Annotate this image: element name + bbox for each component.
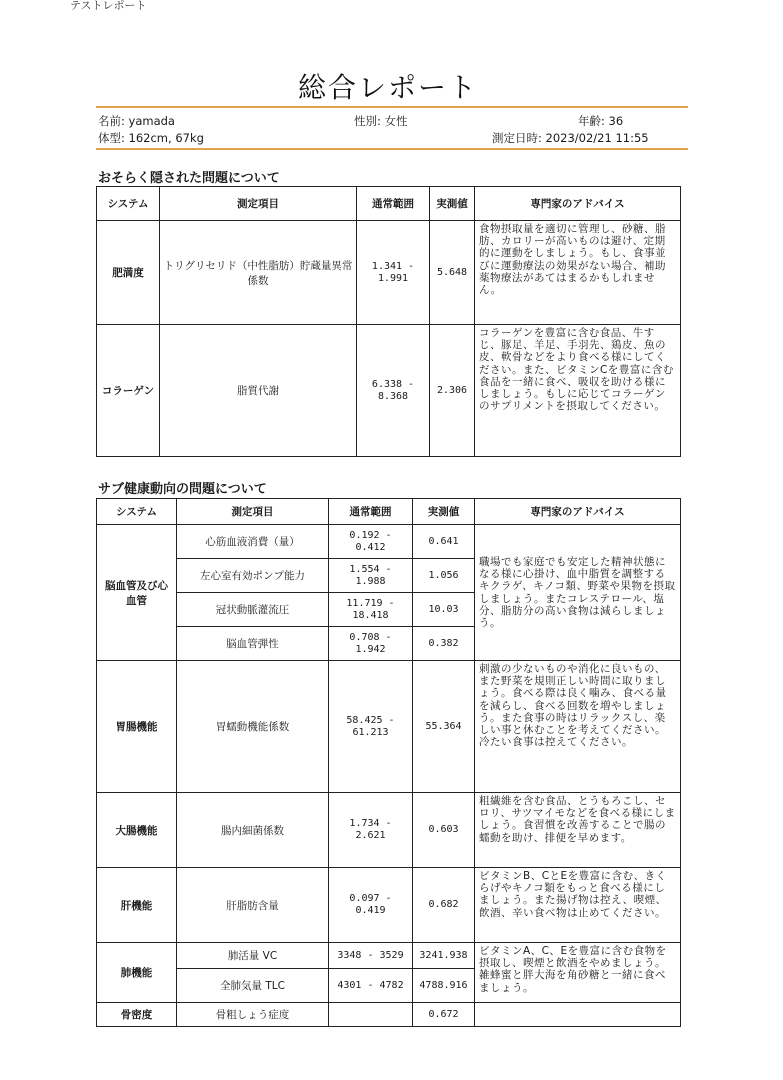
system-cell: 肥満度 [97,221,160,325]
item-cell: 左心室有効ポンプ能力 [177,559,329,593]
advice-cell: コラーゲンを豊富に含む食品、牛すじ、豚足、羊足、手羽先、鶏皮、魚の皮、軟骨などをより食べる様にしてください。また、ビタミンCを豊富に含む食品を一緒に食べ、吸収を助ける様にしましょう。もしに応じてコラーゲンのサプリメントを摂取してください。 [475,325,681,457]
item-cell: 脂質代謝 [160,325,357,457]
advice-cell: 刺激の少ないものや消化に良いもの、また野菜を規則正しい時間に取りましょう。食べる際は良く噛み、食べる量を減らし、食べる回数を増やしましょう。また食事の時はリラックスし、楽しい事と休むことを考えてください。冷たい食事は控えてください。 [475,661,681,793]
hidden-problems-table [96,186,681,457]
advice-cell: ビタミンB、CとEを豊富に含む、きくらげやキノコ類をもっと食べる様にしましょう。また揚げ物は控え、喫煙、飲酒、辛い食べ物は止めてください。 [475,868,681,943]
item-cell: 冠状動脈灌流圧 [177,593,329,627]
value-cell: 1.056 [413,559,475,593]
item-cell: 肺活量 VC [177,943,329,969]
header-item: 測定項目 [160,187,357,221]
table-header-row [97,187,681,221]
item-cell: トリグリセリド（中性脂肪）貯蔵量異常係数 [160,221,357,325]
header-advice: 専門家のアドバイス [475,187,681,221]
header-value: 実測値 [430,187,475,221]
bottom-divider [96,148,688,150]
value-cell: 55.364 [413,661,475,793]
system-cell: コラーゲン [97,325,160,457]
range-cell: 1.341 - 1.991 [357,221,430,325]
advice-cell: 職場でも家庭でも安定した精神状態になる様に心掛け、血中脂質を調整するキクラゲ、キノコ類、野菜や果物を摂取しましょう。またコレステロール、塩分、脂肪分の高い食物は減らしましょう。 [475,525,681,661]
header-advice: 専門家のアドバイス [475,499,681,525]
range-cell: 11.719 - 18.418 [329,593,413,627]
item-cell: 腸内細菌係数 [177,793,329,868]
advice-cell [475,1003,681,1027]
range-cell: 1.734 - 2.621 [329,793,413,868]
item-cell: 心筋血液消費（量） [177,525,329,559]
report-page [88,38,688,1080]
item-cell: 肝脂肪含量 [177,868,329,943]
header-system: システム [97,187,160,221]
value-cell: 0.672 [413,1003,475,1027]
table-row [97,661,681,793]
patient-body: 体型: 162cm, 67kg [98,131,204,145]
table-row [97,793,681,868]
report-title: 総合レポート [297,71,478,104]
item-cell: 骨粗しょう症度 [177,1003,329,1027]
range-cell: 0.192 - 0.412 [329,525,413,559]
section-subhealth-title: サブ健康動向の問題について [98,482,267,497]
table-header-row [97,499,681,525]
system-cell: 肝機能 [97,868,177,943]
range-cell: 58.425 - 61.213 [329,661,413,793]
advice-cell: 粗繊維を含む食品、とうもろこし、セロリ、サツマイモなどを食べる様にしましょう。食習慣を改善することで腸の蠕動を助け、排便を早めます。 [475,793,681,868]
table-row [97,943,681,969]
patient-age: 年齢: 36 [578,114,624,128]
value-cell: 3241.938 [413,943,475,969]
range-cell: 3348 - 3529 [329,943,413,969]
value-cell: 0.603 [413,793,475,868]
item-cell: 脳血管弾性 [177,627,329,661]
header-item: 測定項目 [177,499,329,525]
range-cell: 0.097 - 0.419 [329,868,413,943]
range-cell [329,1003,413,1027]
subhealth-table [96,498,681,1027]
value-cell: 4788.916 [413,969,475,1003]
value-cell: 10.03 [413,593,475,627]
table-row [97,325,681,457]
measure-datetime: 測定日時: 2023/02/21 11:55 [492,131,649,145]
header-range: 通常範囲 [329,499,413,525]
system-cell: 脳血管及び心血管 [97,525,177,661]
advice-cell: 食物摂取量を適切に管理し、砂糖、脂肪、カロリーが高いものは避け、定期的に運動をしましょう。もし、食事並びに運動療法の効果がない場合、補助薬物療法があてはまるかもしれません。 [475,221,681,325]
table-row [97,868,681,943]
report-header-label: テストレポート [70,0,147,12]
system-cell: 大腸機能 [97,793,177,868]
advice-cell: ビタミンA、C、Eを豊富に含む食物を摂取し、喫煙と飲酒をやめましょう。雑蜂蜜と胖大海を角砂糖と一緒に食べましょう。 [475,943,681,1003]
value-cell: 2.306 [430,325,475,457]
item-cell: 胃蠕動機能係数 [177,661,329,793]
range-cell: 0.708 - 1.942 [329,627,413,661]
value-cell: 5.648 [430,221,475,325]
system-cell: 骨密度 [97,1003,177,1027]
patient-gender: 性別: 女性 [354,114,408,128]
header-range: 通常範囲 [357,187,430,221]
table-row [97,525,681,559]
patient-name: 名前: yamada [98,114,175,128]
value-cell: 0.641 [413,525,475,559]
range-cell: 6.338 - 8.368 [357,325,430,457]
section-hidden-problems-title: おそらく隠された問題について [98,171,280,186]
system-cell: 肺機能 [97,943,177,1003]
system-cell: 胃腸機能 [97,661,177,793]
value-cell: 0.682 [413,868,475,943]
value-cell: 0.382 [413,627,475,661]
range-cell: 1.554 - 1.988 [329,559,413,593]
item-cell: 全肺気量 TLC [177,969,329,1003]
table-row [97,1003,681,1027]
top-divider [96,106,688,108]
table-row [97,221,681,325]
range-cell: 4301 - 4782 [329,969,413,1003]
header-value: 実測値 [413,499,475,525]
header-system: システム [97,499,177,525]
